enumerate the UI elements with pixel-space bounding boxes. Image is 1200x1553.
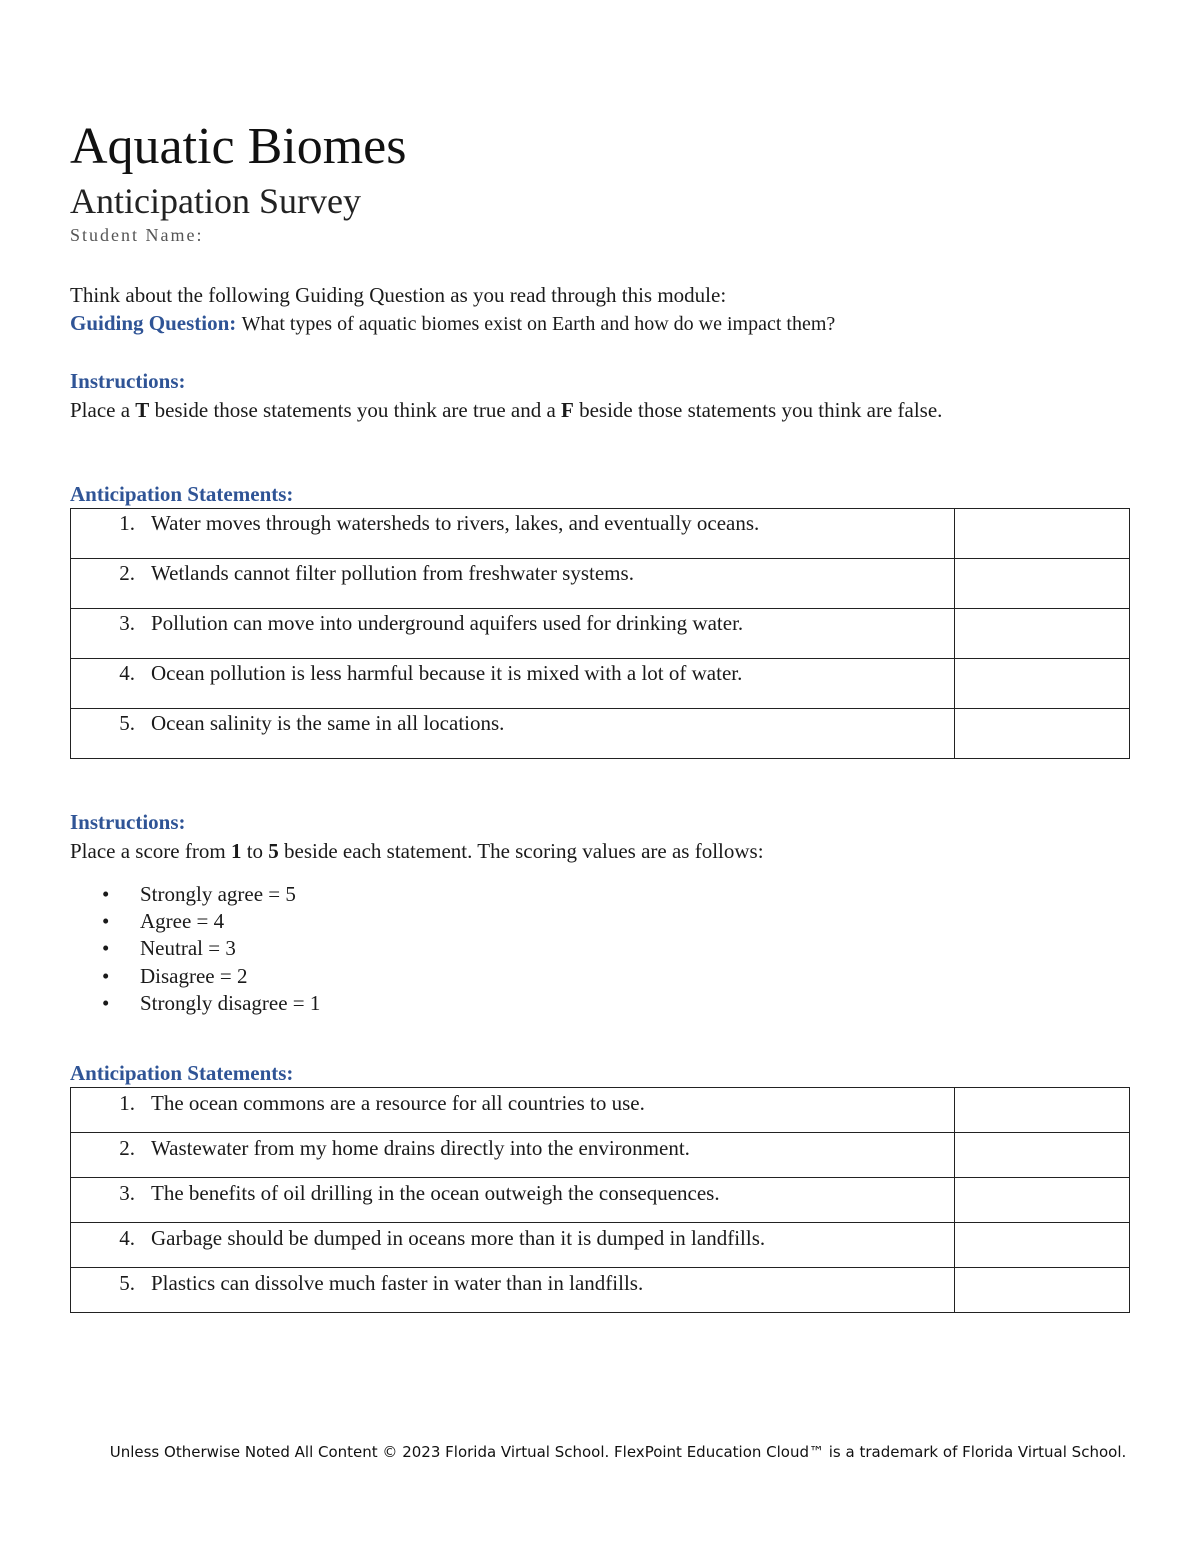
answer-cell[interactable] [955, 1223, 1130, 1268]
statement-number: 2. [119, 561, 135, 585]
statement-cell [71, 509, 955, 559]
bullet-icon: • [102, 990, 110, 1015]
instructions-heading-2: Instructions: [70, 810, 186, 834]
statements-table-1 [70, 508, 1130, 759]
guiding-question [70, 309, 835, 338]
list-item [70, 935, 320, 962]
statement-number: 3. [119, 611, 135, 635]
statement-cell [71, 1268, 955, 1313]
table-row [71, 1268, 1130, 1313]
list-item [70, 881, 320, 908]
table-row [71, 1178, 1130, 1223]
guiding-question-text: What types of aquatic biomes exist on Earth and how do we impact them? [241, 313, 836, 335]
answer-cell[interactable] [955, 509, 1130, 559]
statement-text: Plastics can dissolve much faster in water than in landfills. [151, 1271, 644, 1295]
instructions-text-1 [70, 396, 942, 424]
list-item [70, 990, 320, 1017]
bullet-icon: • [102, 963, 110, 988]
statement-cell [71, 1088, 955, 1133]
intro-text: Think about the following Guiding Question as you read through this module: [70, 283, 727, 307]
instr1-part2: beside those statements you think are true and a [149, 398, 562, 422]
score-text: Strongly agree = 5 [140, 882, 296, 906]
instr1-bold-f: F [561, 398, 574, 422]
statement-text: The ocean commons are a resource for all countries to use. [151, 1091, 645, 1115]
student-name-label: Student Name: [70, 225, 204, 245]
statement-number: 5. [119, 1271, 135, 1295]
statement-number: 3. [119, 1181, 135, 1205]
instr2-part3: beside each statement. The scoring values are as follows: [278, 839, 764, 863]
statement-cell [71, 1133, 955, 1178]
score-text: Disagree = 2 [140, 963, 248, 988]
table-row [71, 709, 1130, 759]
statement-number: 4. [119, 661, 135, 685]
statements-heading-1: Anticipation Statements: [70, 482, 294, 506]
answer-cell[interactable] [955, 1133, 1130, 1178]
statement-text: Pollution can move into underground aquifers used for drinking water. [151, 611, 744, 635]
statement-text: Ocean salinity is the same in all locations. [151, 711, 505, 735]
statement-cell [71, 1178, 955, 1223]
statement-text: The benefits of oil drilling in the ocean outweigh the consequences. [151, 1181, 720, 1205]
answer-cell[interactable] [955, 709, 1130, 759]
table-row [71, 1223, 1130, 1268]
table-row [71, 559, 1130, 609]
table-row [71, 609, 1130, 659]
statement-text: Wetlands cannot filter pollution from freshwater systems. [151, 561, 634, 585]
answer-cell[interactable] [955, 1178, 1130, 1223]
answer-cell[interactable] [955, 609, 1130, 659]
statement-cell [71, 659, 955, 709]
score-text: Strongly disagree = 1 [140, 990, 321, 1015]
guiding-question-label: Guiding Question: [70, 311, 237, 335]
instructions-text-2 [70, 837, 764, 865]
statement-text: Water moves through watersheds to rivers, lakes, and eventually oceans. [151, 511, 760, 535]
statement-cell [71, 609, 955, 659]
answer-cell[interactable] [955, 1088, 1130, 1133]
instr2-part2: to [241, 839, 269, 863]
statement-text: Wastewater from my home drains directly into the environment. [151, 1136, 690, 1160]
answer-cell[interactable] [955, 1268, 1130, 1313]
scoring-list [70, 881, 320, 1017]
page-subtitle: Anticipation Survey [70, 181, 361, 221]
page-title: Aquatic Biomes [70, 118, 407, 175]
instr2-bold-1: 1 [230, 839, 242, 863]
statement-text: Ocean pollution is less harmful because it is mixed with a lot of water. [151, 661, 743, 685]
statements-heading-2: Anticipation Statements: [70, 1061, 294, 1085]
bullet-icon: • [102, 936, 110, 961]
instr2-part1: Place a score from [70, 839, 231, 863]
statement-cell [71, 709, 955, 759]
bullet-icon: • [102, 909, 110, 934]
statement-number: 1. [119, 511, 135, 535]
score-text: Agree = 4 [140, 909, 225, 934]
instr1-part1: Place a [70, 398, 136, 422]
instr1-bold-t: T [135, 398, 150, 422]
statement-number: 4. [119, 1226, 135, 1250]
table-row [71, 659, 1130, 709]
bullet-icon: • [102, 882, 110, 906]
statement-number: 1. [119, 1091, 135, 1115]
table-row [71, 1088, 1130, 1133]
score-text: Neutral = 3 [140, 936, 236, 961]
answer-cell[interactable] [955, 659, 1130, 709]
statement-number: 5. [119, 711, 135, 735]
table-row [71, 509, 1130, 559]
instr1-part3: beside those statements you think are false. [573, 398, 943, 422]
statement-text: Garbage should be dumped in oceans more than it is dumped in landfills. [151, 1226, 766, 1250]
table-row [71, 1133, 1130, 1178]
footer-copyright: Unless Otherwise Noted All Content © 2023 Florida Virtual School. FlexPoint Education Cloud™ is a trademark of Florida Virtual School. [109, 1443, 1127, 1461]
instr2-bold-5: 5 [268, 839, 279, 863]
statement-cell [71, 1223, 955, 1268]
statement-number: 2. [119, 1136, 135, 1160]
answer-cell[interactable] [955, 559, 1130, 609]
statements-table-2 [70, 1087, 1130, 1313]
list-item [70, 963, 320, 990]
statement-cell [71, 559, 955, 609]
instructions-heading-1: Instructions: [70, 369, 186, 393]
list-item [70, 908, 320, 935]
